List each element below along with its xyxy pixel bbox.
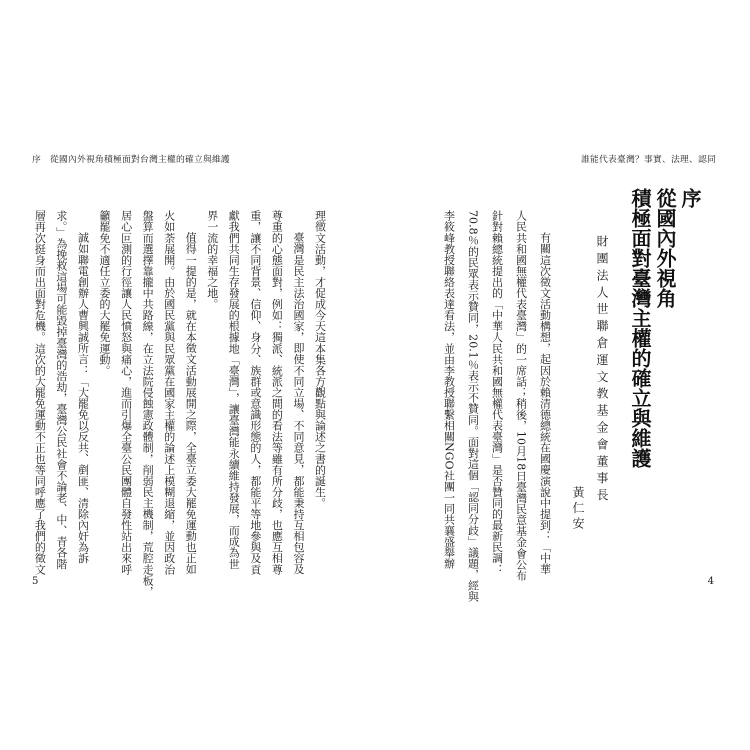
- left-body-column-2: 臺灣是民主法治國家，即使不同立場、不同意見，都能秉持互相包容及: [292, 232, 305, 575]
- preface-label: 序: [678, 188, 702, 208]
- right-body-column-3: 針對賴總統提出的「中華人民共和國無權代表臺灣」是否贊同的最新民調：: [490, 210, 504, 575]
- left-body-column-9: 盤算而選擇靠攏中共路線，在立法院侵蝕憲政體制，削弱民主機制，荒腔走板，: [141, 210, 155, 597]
- left-body-column-3: 尊重的心態面對，例如：獨派、統派之間的看法等雖有所分歧，也應互相尊: [270, 210, 284, 575]
- left-body-column-8: 火如荼展開。由於國民黨與民眾黨在國家主權的論述上模糊退縮，並因政治: [162, 210, 176, 575]
- right-body-column-5: 李筱峰教授聯絡表達看法，並由李教授聯繫相關NGO社團一同共襄盛舉辦: [442, 210, 456, 570]
- right-page: [375, 0, 750, 750]
- right-running-header: 誰能代表臺灣？事實、法理、認同: [581, 155, 716, 165]
- author-name: 黃仁安: [571, 486, 585, 533]
- left-body-column-6: 界一流的幸福之地。: [205, 210, 219, 310]
- right-body-column-4: 70.8％的民眾表示贊同，20.1％表示不贊同。面對這個「認同分歧」議題，經與: [466, 210, 480, 602]
- author-affiliation: 財團法人世聯倉運文教基金會董事長: [595, 235, 609, 506]
- left-body-column-11: 籲罷免不適任立委的大罷免運動。: [98, 210, 111, 376]
- left-body-column-13: 求。」為挽救這場可能毀掉臺灣的浩劫，臺灣公民社會不論老、中、青各階: [54, 210, 68, 570]
- left-body-column-1: 理徵文活動，才促成今天這本集各方觀點與論述之書的誕生。: [313, 210, 327, 509]
- left-body-column-5: 獻我們共同生存發展的根據地「臺灣」，讓臺灣能永續維持發展，而成為世: [227, 210, 241, 570]
- left-page-number: 5: [32, 576, 39, 587]
- left-body-column-4: 重，讓不同背景、信仰、身分、族群或意識形態的人，都能平等地參與及貢: [248, 210, 262, 575]
- right-body-column-1: 有關這次徵文活動構想，起因於賴清德總統在國慶演說中提到：「中華: [538, 232, 552, 575]
- right-page-number: 4: [707, 576, 714, 587]
- title-line-1: 從國內外視角: [653, 188, 677, 308]
- left-body-column-7: 值得一提的是，就在本徵文活動展開之際，全臺立委大罷免運動也正如: [184, 232, 198, 575]
- title-line-2: 積極面對臺灣主權的確立與維護: [628, 188, 652, 468]
- left-body-column-12: 誠如聯電創辦人曹興誠所言：「大罷免以反共、剷匪、清除內奸為訴: [76, 232, 90, 564]
- left-body-column-10: 居心叵測的行徑讓人民憤怒與痛心，進而引爆全臺公民團體自發性站出來呼: [119, 210, 133, 575]
- right-body-column-2: 人民共和國無權代表臺灣」的一席話；稍後，10月18日臺灣民意基金會公布: [514, 210, 528, 581]
- left-body-column-14: 層再次挺身而出面對危機。這次的大罷免運動不正也等同呼應了我們的徵文: [33, 210, 47, 575]
- left-running-header: 序 從國內外視角積極面對台灣主權的確立與維護: [32, 155, 230, 165]
